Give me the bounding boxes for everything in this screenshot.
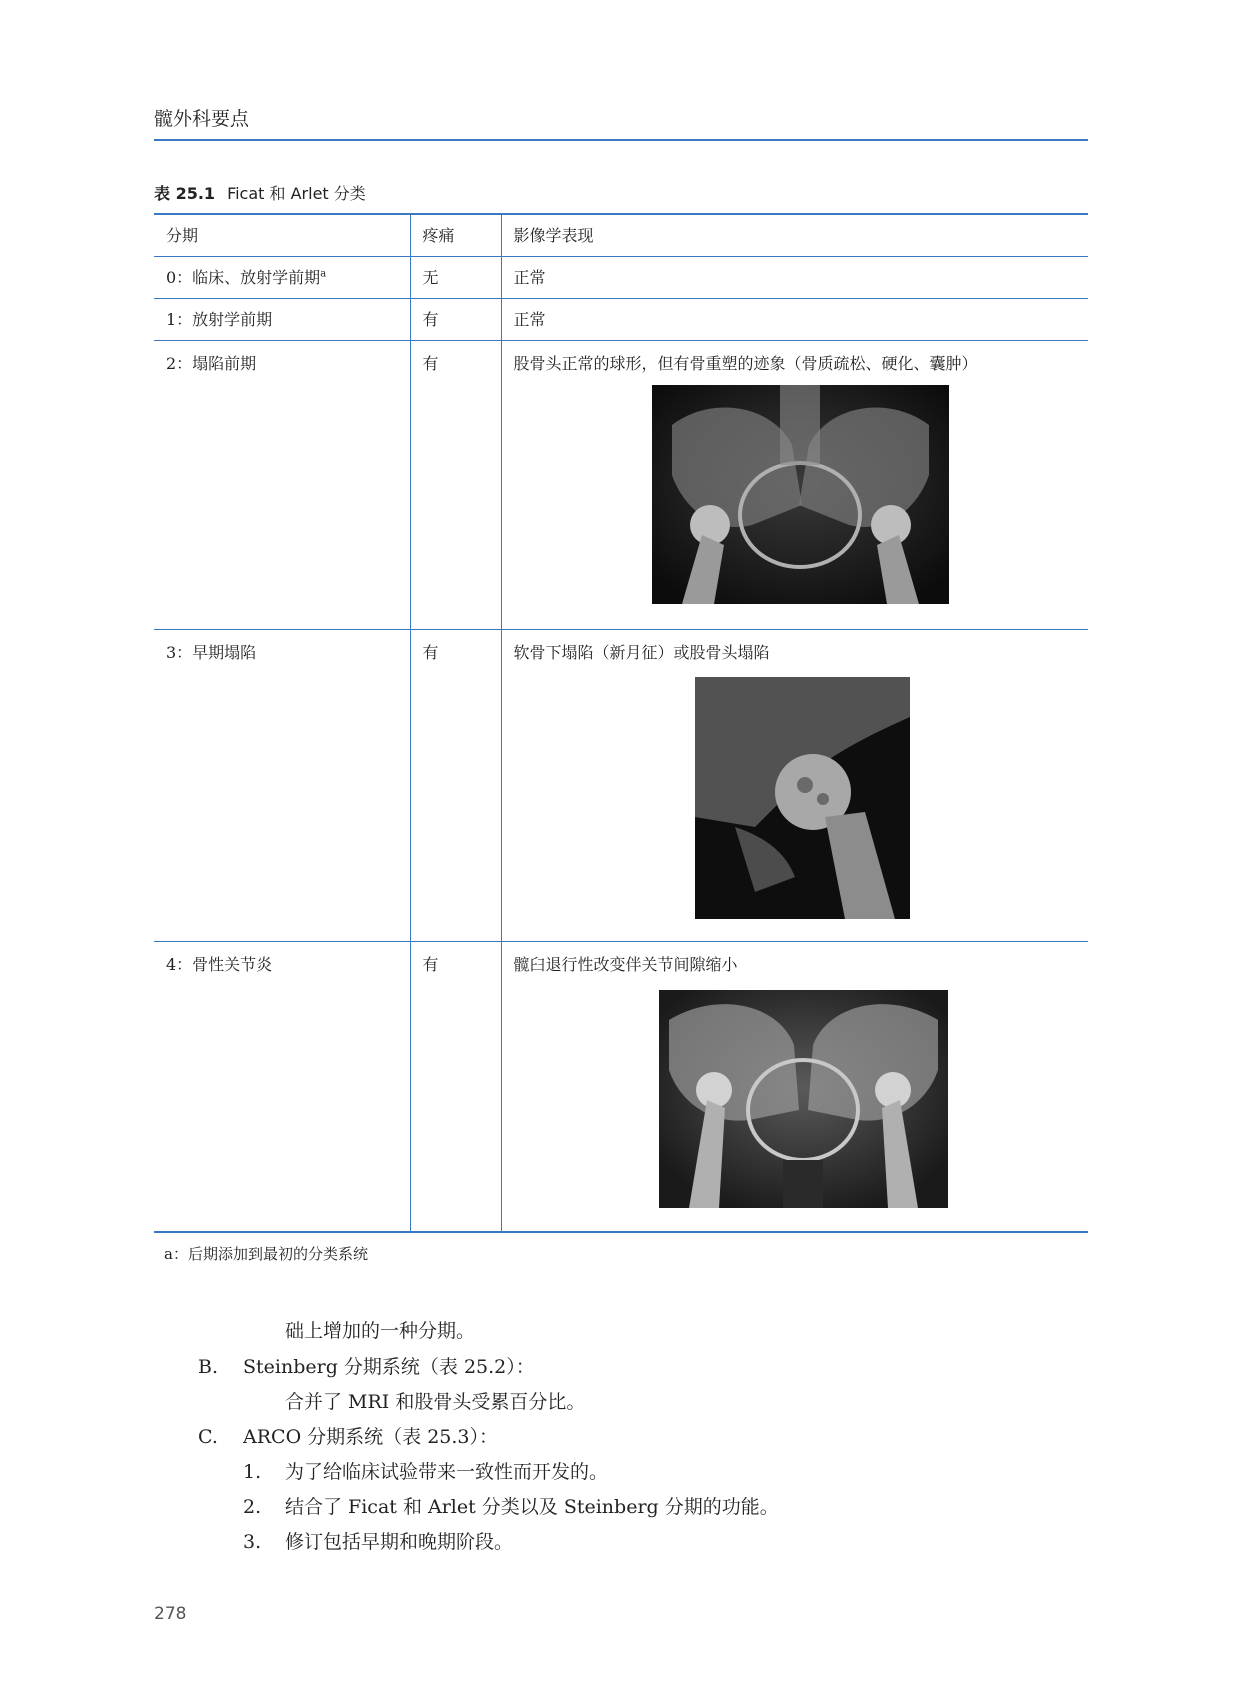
- header-rule: [154, 139, 1088, 141]
- list-marker: B.: [198, 1356, 219, 1378]
- numbered-marker: 1.: [243, 1461, 262, 1483]
- header-pain: 疼痛: [410, 214, 501, 257]
- numbered-item: 为了给临床试验带来一致性而开发的。: [285, 1461, 609, 1483]
- pain-cell: 无: [410, 257, 501, 299]
- table-row: [154, 630, 1088, 942]
- list-item: ARCO 分期系统（表 25.3）：: [243, 1426, 499, 1448]
- list-subtext: 合并了 MRI 和股骨头受累百分比。: [285, 1391, 586, 1413]
- table-footnote: a：后期添加到最初的分类系统: [164, 1245, 368, 1263]
- list-marker: C.: [198, 1426, 218, 1448]
- finding-cell: 髋臼退行性改变伴关节间隙缩小: [501, 942, 1088, 1233]
- table-row: [154, 299, 1088, 341]
- stage-cell: 2：塌陷前期: [154, 341, 410, 630]
- stage-cell: [154, 257, 410, 299]
- finding-cell: 软骨下塌陷（新月征）或股骨头塌陷: [501, 630, 1088, 942]
- header-stage: 分期: [154, 214, 410, 257]
- table-title: Ficat 和 Arlet 分类: [227, 184, 366, 203]
- page-number: 278: [154, 1604, 187, 1624]
- stage-cell: 1：放射学前期: [154, 299, 410, 341]
- table-number: 表 25.1: [154, 184, 216, 203]
- numbered-marker: 2.: [243, 1496, 262, 1518]
- footnote-marker: a: [320, 268, 327, 280]
- stage-label: 0：临床、放射学前期: [166, 268, 321, 287]
- numbered-marker: 3.: [243, 1531, 262, 1553]
- list-item: Steinberg 分期系统（表 25.2）：: [243, 1356, 535, 1378]
- hip-xray-stage3: [695, 677, 910, 919]
- table-row: [154, 257, 1088, 299]
- numbered-item: 结合了 Ficat 和 Arlet 分类以及 Steinberg 分期的功能。: [285, 1496, 779, 1518]
- pelvis-xray-stage2: [652, 385, 949, 604]
- running-header: 髋外科要点: [154, 108, 250, 130]
- stage-cell: 4：骨性关节炎: [154, 942, 410, 1233]
- pelvis-xray-stage4: [659, 990, 948, 1208]
- pain-cell: 有: [410, 341, 501, 630]
- finding-cell: 正常: [501, 299, 1088, 341]
- pain-cell: 有: [410, 942, 501, 1233]
- finding-cell: 股骨头正常的球形，但有骨重塑的迹象（骨质疏松、硬化、囊肿）: [501, 341, 1088, 630]
- table-header-row: [154, 214, 1088, 257]
- finding-cell: 正常: [501, 257, 1088, 299]
- pain-cell: 有: [410, 630, 501, 942]
- pain-cell: 有: [410, 299, 501, 341]
- table-caption: [154, 181, 366, 204]
- header-findings: 影像学表现: [501, 214, 1088, 257]
- numbered-item: 修订包括早期和晚期阶段。: [285, 1531, 514, 1553]
- stage-cell: 3：早期塌陷: [154, 630, 410, 942]
- continuation-line: 础上增加的一种分期。: [285, 1320, 476, 1342]
